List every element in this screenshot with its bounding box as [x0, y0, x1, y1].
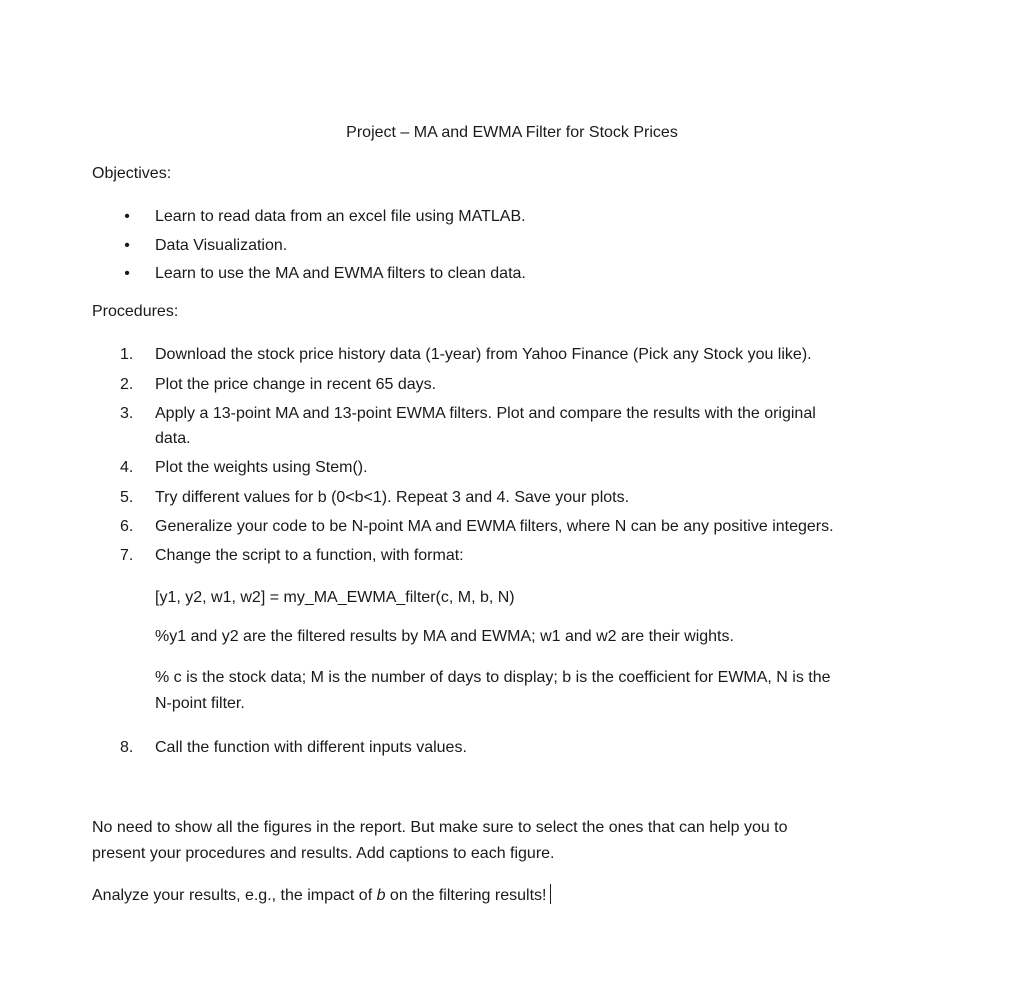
step-text: Apply a 13-point MA and 13-point EWMA filters. Plot and compare the results with the original: [155, 405, 816, 422]
closing-paragraph-continued: present your procedures and results. Add captions to each figure.: [92, 845, 555, 862]
step-text-continued: data.: [155, 430, 191, 447]
analysis-italic-variable: b: [376, 887, 386, 904]
function-comment: % c is the stock data; M is the number of days to display; b is the coefficient for EWMA, N is the: [155, 669, 831, 686]
bullet-icon: •: [124, 265, 130, 282]
step-text: Plot the weights using Stem().: [155, 459, 368, 476]
step-number: 3.: [120, 405, 134, 422]
analysis-text: Analyze your results, e.g., the impact of: [92, 887, 377, 904]
step-text: Change the script to a function, with format:: [155, 547, 464, 564]
objectives-heading: Objectives:: [92, 165, 172, 182]
step-text: Call the function with different inputs values.: [155, 739, 467, 756]
step-number: 4.: [120, 459, 134, 476]
step-number: 1.: [120, 346, 134, 363]
bullet-icon: •: [124, 237, 130, 254]
step-text: Try different values for b (0<b<1). Repeat 3 and 4. Save your plots.: [155, 489, 630, 506]
step-text: Plot the price change in recent 65 days.: [155, 376, 437, 393]
step-number: 5.: [120, 489, 134, 506]
analysis-text-end: on the filtering results!: [385, 887, 547, 904]
function-comment: %y1 and y2 are the filtered results by MA and EWMA; w1 and w2 are their wights.: [155, 628, 734, 645]
function-comment-continued: N-point filter.: [155, 695, 245, 712]
step-text: Generalize your code to be N-point MA and EWMA filters, where N can be any positive integers.: [155, 518, 834, 535]
objective-item: Learn to read data from an excel file using MATLAB.: [155, 208, 526, 225]
bullet-icon: •: [124, 208, 130, 225]
procedures-heading: Procedures:: [92, 303, 179, 320]
step-number: 2.: [120, 376, 134, 393]
closing-paragraph: No need to show all the figures in the report. But make sure to select the ones that can help you to: [92, 819, 788, 836]
step-number: 6.: [120, 518, 134, 535]
step-text: Download the stock price history data (1-year) from Yahoo Finance (Pick any Stock you like).: [155, 346, 812, 363]
analysis-paragraph[interactable]: [92, 884, 551, 906]
function-format: [y1, y2, w1, w2] = my_MA_EWMA_filter(c, M, b, N): [155, 589, 515, 606]
step-number: 8.: [120, 739, 134, 756]
objective-item: Data Visualization.: [155, 237, 288, 254]
text-cursor: [550, 884, 551, 904]
objective-item: Learn to use the MA and EWMA filters to clean data.: [155, 265, 526, 282]
step-number: 7.: [120, 547, 134, 564]
page-title: Project – MA and EWMA Filter for Stock Prices: [346, 124, 678, 141]
